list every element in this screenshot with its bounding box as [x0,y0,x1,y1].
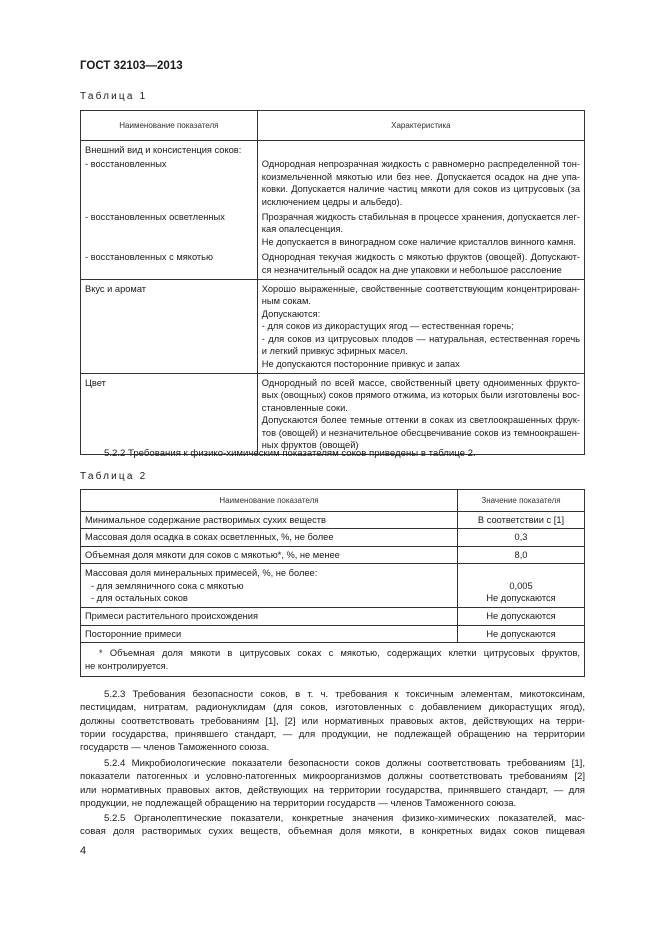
text-line: 5.2.4 Микробиологические показатели безопасности соков должны соответствовать требованиям [1], [104,758,585,769]
text-line: Однородная текучая жидкость с мякотью фруктов (овощей). Допускают- [261,252,580,263]
text-line: не контролируется. [85,660,169,671]
text-line: Допускаются: [261,308,321,319]
text-line: ных фруктов (овощей) [261,439,359,450]
indicator-cell [81,564,458,608]
table2-header-row [81,490,585,512]
indicator-cell: Примеси растительного происхождения [81,608,458,625]
value-cell: Не допускаются [458,608,585,625]
text-line: тов (овощей) и незначительное обесцвечивание соков из темноокрашен- [261,427,580,438]
table1-caption: Таблица 1 [80,91,148,102]
characteristic-cell [257,141,584,159]
value-cell: Не допускаются [458,625,585,642]
table2-row [81,608,585,625]
paragraph-5-2-5 [80,812,585,839]
text-line: Однородная непрозрачная жидкость с равномерно распределенной тон- [261,159,580,170]
characteristic-cell [257,211,584,251]
text-line: вых (овощных) соков прямого отжима, из которых были изготовлены вос- [261,390,580,401]
value-cell: 8,0 [458,546,585,563]
text-line: 5.2.3 Требования безопасности соков, в т. ч. требования к токсичным элементам, микотоксинам, [104,689,585,700]
table1-row-color [81,373,585,454]
table2-row [81,546,585,563]
text-line: и легкий привкус эфирных масел. [261,346,408,357]
indicator-cell: Внешний вид и консистенция соков: [81,141,258,159]
header-text: Наименование показателя [119,120,219,130]
indicator-cell: - восстановленных с мякотью [81,251,258,279]
paragraph-5-2-4 [80,757,585,810]
table1-header-indicator [81,111,258,141]
text-line: 5.2.5 Органолептические показатели, конкретные значения физико-химических показателей, мас- [104,813,585,824]
text-line: показатели патогенных и условно-патогенных микроорганизмов должны соответствовать требованиям [2] [80,771,585,783]
document-code-header: ГОСТ 32103—2013 [80,60,183,72]
value-cell [458,564,585,608]
text-line: государств — членов Таможенного союза. [80,742,270,754]
footnote-cell [81,643,585,677]
value-cell: 0,3 [458,529,585,546]
text-line: * Объемная доля мякоти в цитрусовых соках с мякотью, содержащих клетки цитрусовых фруктов, [99,648,580,659]
paragraph-5-2-2: 5.2.2 Требования к физико-химическим показателям соков приведены в таблице 2. [104,448,476,459]
indicator-cell: Цвет [81,373,258,454]
text-line: - для соков из цитрусовых плодов — натуральная, естественная горечь [261,333,580,344]
text-line: 0,005 [509,580,533,591]
text-line: Прозрачная жидкость стабильная в процессе хранения, допускается лег- [261,212,580,223]
table1-row-clarified [81,211,585,251]
text-line: Однородный по всей массе, свойственный цвету одноименных фрукто- [261,377,580,388]
table1-row-taste [81,280,585,374]
text-line: - для остальных соков [91,593,188,604]
table2-row [81,625,585,642]
table1-row-with-pulp [81,251,585,279]
text-line: - для соков из дикорастущих ягод — естественная горечь; [261,321,514,332]
text-line: Не допускается в виноградном соке наличие кристаллов винного камня. [261,236,576,247]
table1-header-characteristic [257,111,584,141]
table2-row [81,529,585,546]
table2-footnote-row [81,643,585,677]
table2-row-mineral [81,564,585,608]
table2-caption: Таблица 2 [80,471,148,482]
indicator-cell: Вкус и аромат [81,280,258,374]
text-line: Не допускаются [486,593,556,604]
text-line: ся незначительный осадок на дне упаковки и небольшое расслоение [261,264,562,275]
table2-header-indicator: Наименование показателя [81,490,458,512]
text-line: Массовая доля минеральных примесей, %, не более: [85,568,318,579]
table1-row-appearance-title [81,141,585,159]
value-cell: В соответствии с [1] [458,512,585,529]
indicator-cell: Посторонние примеси [81,625,458,642]
text-line: становленные соки. [261,402,348,413]
characteristic-cell [257,280,584,374]
text-line: - для земляничного сока с мякотью [91,580,244,591]
table1 [80,110,585,455]
text-line: Хорошо выраженные, свойственные соответствующим концентрирован- [261,284,580,295]
page-number: 4 [80,845,87,857]
indicator-cell: Минимальное содержание растворимых сухих веществ [81,512,458,529]
text-line: ковки. Допускается наличие частиц мякоти для соков из цитрусовых (за [261,184,580,195]
text-line: или нормативных правовых актов, действующих на территории государства, принявшего стандарт, — для [80,784,585,796]
header-text: Характеристика [391,120,451,130]
table2 [80,489,585,677]
indicator-cell: - восстановленных [81,158,258,211]
text-line: пестицидам, нитратам, радионуклидам (для соков, изготовленных с добавлением дикорастущих ягод), [80,702,585,714]
text-line: Не допускаются посторонние привкус и запах [261,358,460,369]
characteristic-cell [257,373,584,454]
text-line: исключением цедры и альбедо). [261,196,403,207]
indicator-cell: - восстановленных осветленных [81,211,258,251]
text-line: ным сокам. [261,296,311,307]
text-line: кая опалесценция. [261,224,344,235]
text-line: должны соответствовать требованиям [1], [2] или нормативных правовых актов, действующих на терри- [80,715,585,727]
table1-header-row [81,111,585,141]
text-line: коизмельченной мякотью или без нее. Допускается осадок на дне упа- [261,171,580,182]
paragraph-5-2-3 [80,688,585,754]
text-line: продукции, не подлежащей обращению на территории государств — членов Таможенного союза. [80,797,517,809]
table2-header-value: Значение показателя [458,490,585,512]
indicator-cell: Массовая доля осадка в соках осветленных, %, не более [81,529,458,546]
table2-row [81,512,585,529]
table1-row-reconstituted [81,158,585,211]
characteristic-cell [257,158,584,211]
text-line: совая доля растворимых сухих веществ, объемная доля мякоти, в конкретных видах соков пищевая [80,826,585,838]
characteristic-cell [257,251,584,279]
text-line: тории государства, принявшего стандарт, — для продукции, не подлежащей обращению на территории [80,728,585,740]
text-line: Допускаются более темные оттенки в соках из светлоокрашенных фрук- [261,415,580,426]
indicator-cell: Объемная доля мякоти для соков с мякотью*, %, не менее [81,546,458,563]
